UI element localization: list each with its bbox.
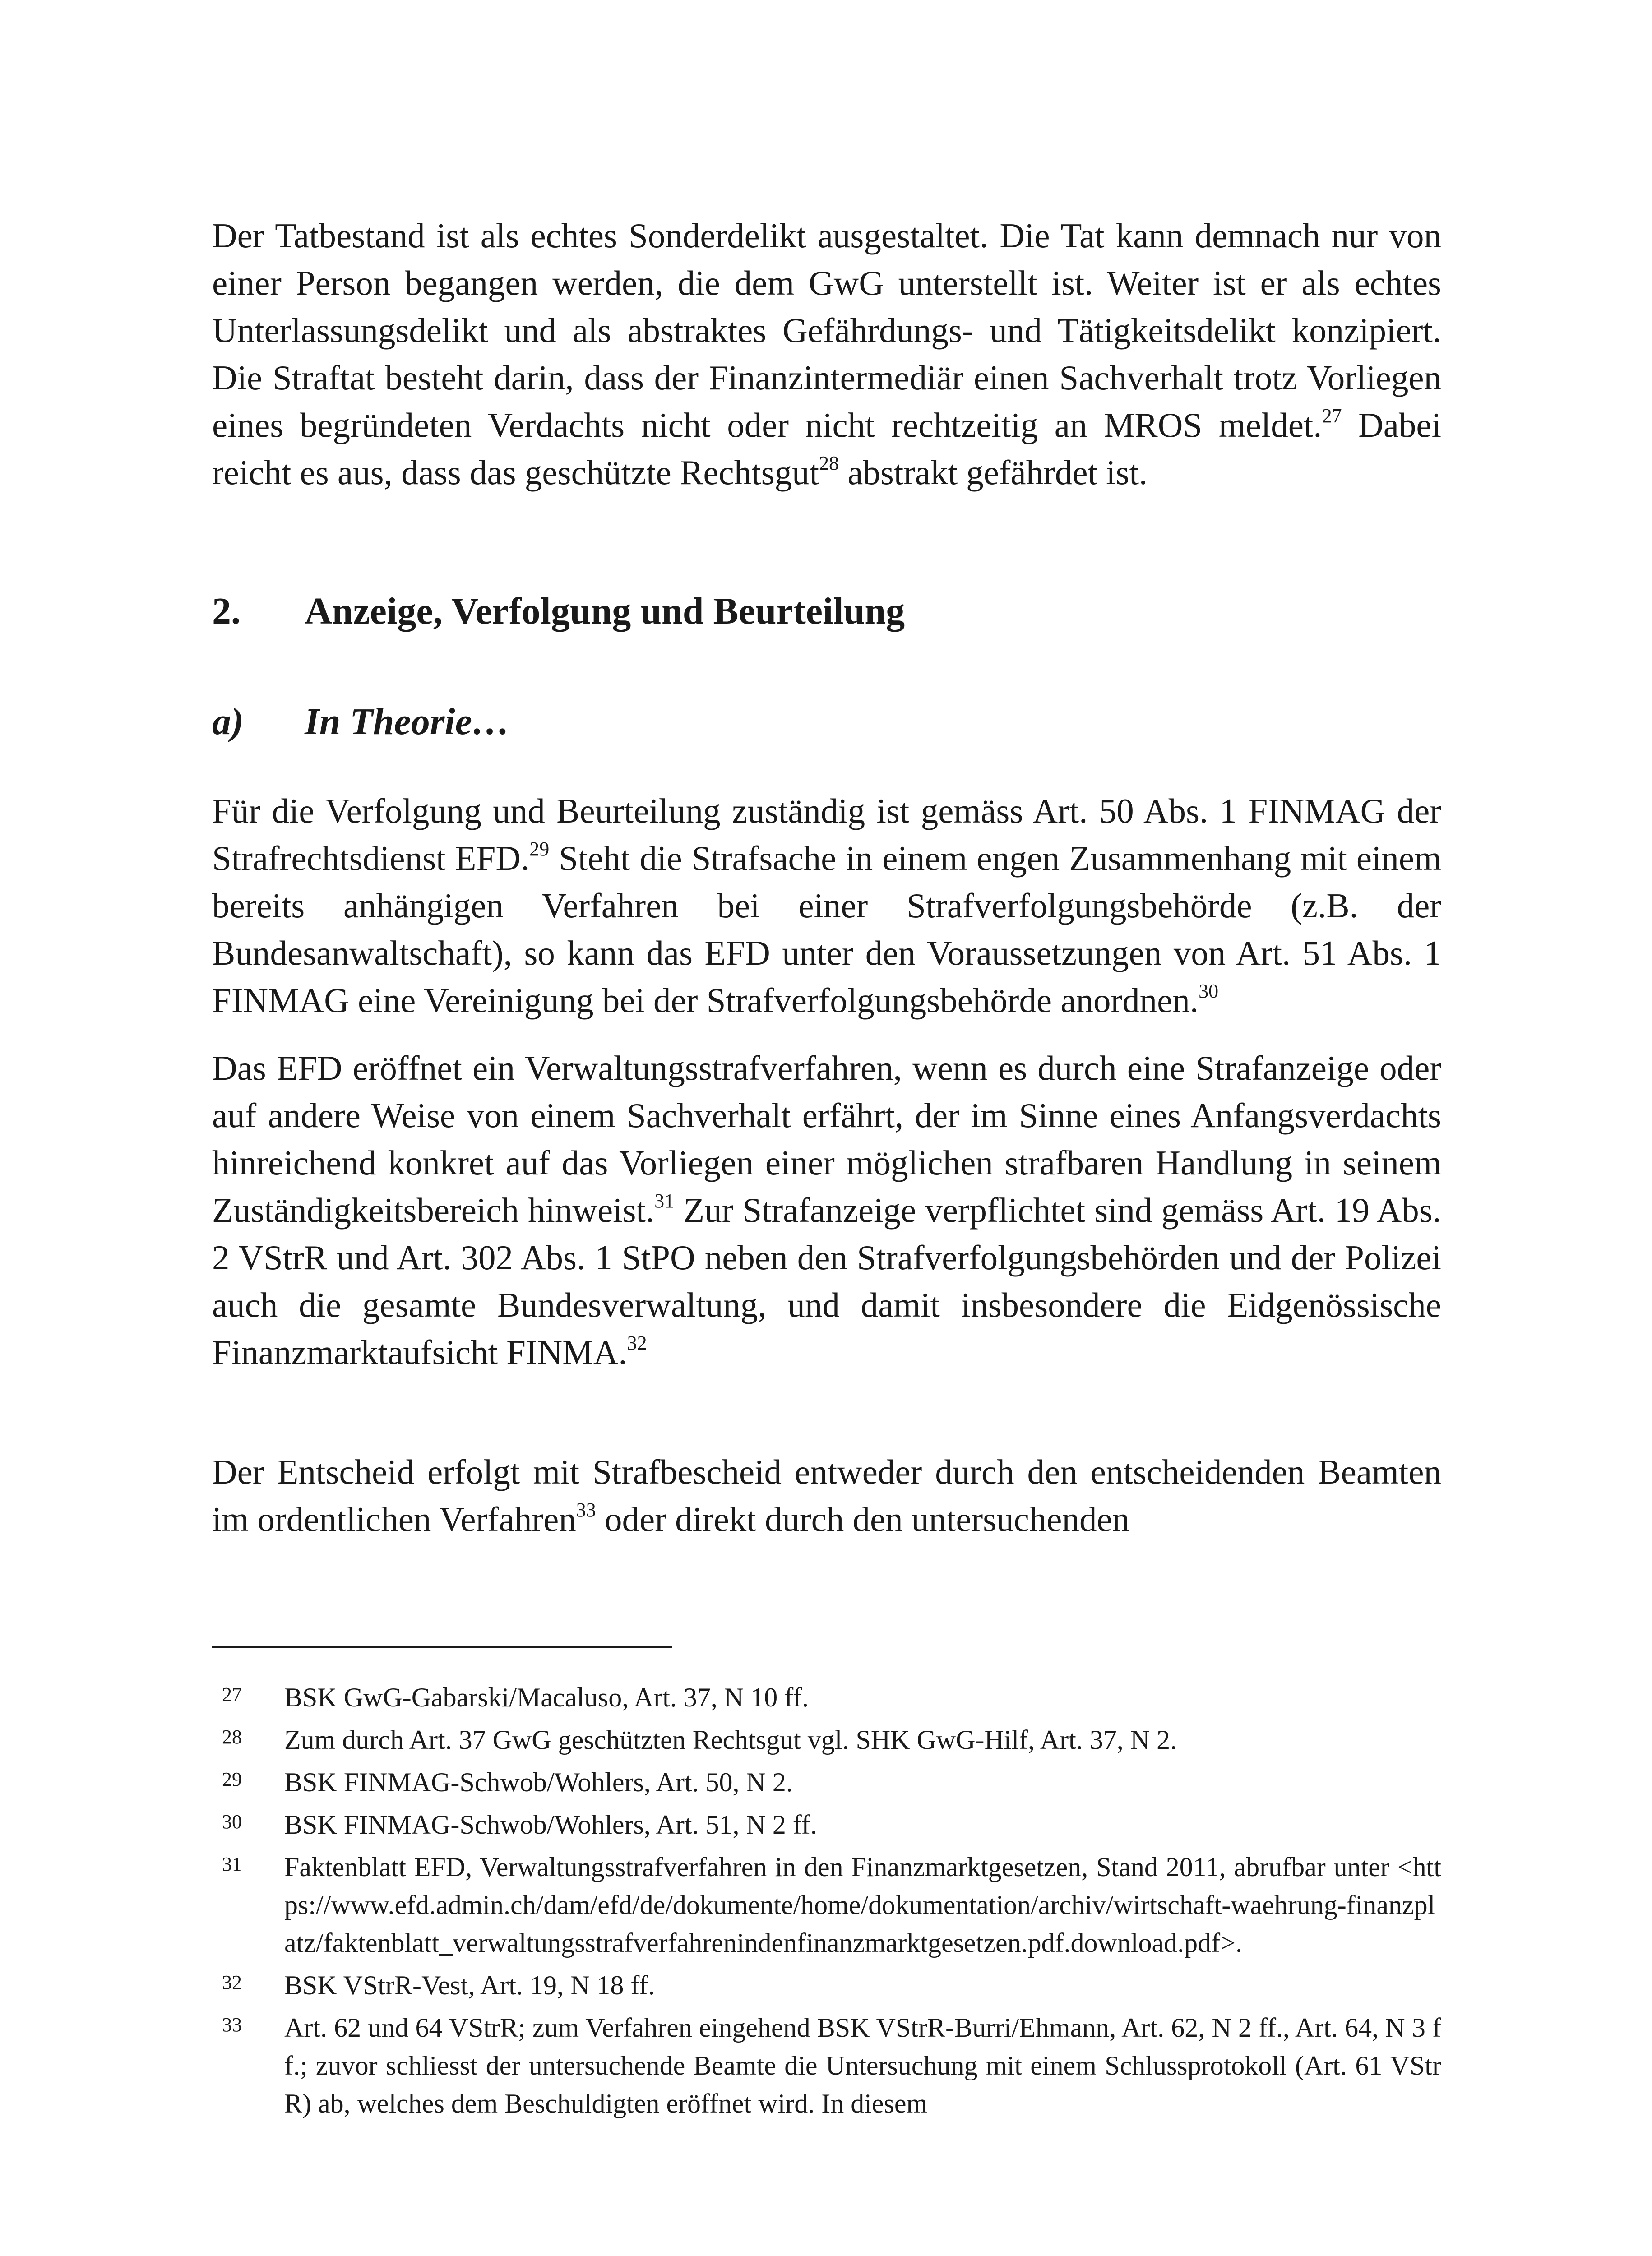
- paragraph-zustaendigkeit: [212, 787, 1441, 1024]
- footnote-list: [212, 1678, 1441, 2127]
- footnote-item: [212, 1848, 1441, 1962]
- footnote-ref[interactable]: 29: [529, 838, 550, 860]
- subsection-number: a): [212, 701, 244, 743]
- footnote-ref[interactable]: 32: [627, 1332, 647, 1354]
- footnote-text: Art. 62 und 64 VStrR; zum Verfahren eingehend BSK VStrR-Burri/Ehmann, Art. 62, N 2 ff., Art. 64, N 3 ff.; zuvor schliesst der untersuchende Beamte die Untersuchung mit einem Schlussprotokoll (Art. 61 VStrR) ab, welches dem Beschuldigten eröffnet wird. In diesem: [284, 2013, 1441, 2118]
- footnote-text: BSK FINMAG-Schwob/Wohlers, Art. 51, N 2 ff.: [284, 1810, 817, 1840]
- footnote-item: [212, 1966, 1441, 2004]
- footnote-item: [212, 2009, 1441, 2122]
- footnote-number: 33: [222, 2014, 242, 2036]
- paragraph-entscheid: [212, 1448, 1441, 1543]
- footnote-number: 28: [222, 1726, 242, 1748]
- footnote-text: BSK VStrR-Vest, Art. 19, N 18 ff.: [284, 1970, 655, 2000]
- paragraph-text: Für die Verfolgung und Beurteilung zuständig ist gemäss Art. 50 Abs. 1 FINMAG der Strafrechtsdienst EFD.: [212, 791, 1441, 878]
- footnote-item: [212, 1678, 1441, 1716]
- paragraph-tatbestand: [212, 212, 1441, 496]
- subsection-heading: [212, 697, 510, 747]
- paragraph-text: Steht die Strafsache in einem engen Zusammenhang mit einem bereits anhängigen Verfahren bei einer Strafverfolgungsbehörde (z.B. der Bundesanwaltschaft), so kann das EFD unter den Voraussetzungen von Art. 51 Abs. 1 FINMAG eine Vereinigung bei der Strafverfolgungsbehörde anordnen.: [212, 839, 1441, 1020]
- subsection-title: In Theorie…: [305, 701, 510, 743]
- footnote-number: 30: [222, 1811, 242, 1833]
- section-number: 2.: [212, 590, 241, 632]
- paragraph-text: Der Entscheid erfolgt mit Strafbescheid entweder durch den entscheidenden Beamten im ordentlichen Verfahren: [212, 1452, 1441, 1539]
- footnote-number: 27: [222, 1683, 242, 1706]
- footnote-ref[interactable]: 30: [1199, 980, 1219, 1002]
- footnote-ref[interactable]: 27: [1322, 405, 1342, 427]
- paragraph-text: Das EFD eröffnet ein Verwaltungsstrafverfahren, wenn es durch eine Strafanzeige oder auf andere Weise von einem Sachverhalt erfährt, der im Sinne eines Anfangsverdachts hinreichend konkret auf das Vorliegen einer möglichen strafbaren Handlung in seinem Zuständigkeitsbereich hinweist.: [212, 1049, 1441, 1230]
- footnote-number: 31: [222, 1853, 242, 1875]
- footnote-text[interactable]: Faktenblatt EFD, Verwaltungsstrafverfahren in den Finanzmarktgesetzen, Stand 2011, abrufbar unter <https://www.efd.admin.ch/dam/efd/de/dokumente/home/dokumentation/archiv/wirtschaft-waehrung-finanzplatz/faktenblatt_verwaltungsstrafverfahrenindenfinanzmarktgesetzen.pdf.download.pdf>.: [284, 1852, 1441, 1958]
- footnote-item: [212, 1721, 1441, 1759]
- footnote-number: 32: [222, 1971, 242, 1993]
- footnote-number: 29: [222, 1768, 242, 1790]
- footnote-text: Zum durch Art. 37 GwG geschützten Rechtsgut vgl. SHK GwG-Hilf, Art. 37, N 2.: [284, 1725, 1177, 1755]
- paragraph-text: Zur Strafanzeige verpflichtet sind gemäss Art. 19 Abs. 2 VStrR und Art. 302 Abs. 1 StPO neben den Strafverfolgungsbehörden und der Polizei auch die gesamte Bundesverwaltung, und damit insbesondere die Eidgenössische Finanzmarktaufsicht FINMA.: [212, 1191, 1441, 1372]
- paragraph-text: Dabei reicht es aus, dass das geschützte Rechtsgut: [212, 406, 1441, 492]
- paragraph-text: oder direkt durch den untersuchenden: [596, 1500, 1130, 1539]
- paragraph-text: abstrakt gefährdet ist.: [838, 453, 1148, 492]
- paragraph-text: Der Tatbestand ist als echtes Sonderdelikt ausgestaltet. Die Tat kann demnach nur von einer Person begangen werden, die dem GwG unterstellt ist. Weiter ist er als echtes Unterlassungsdelikt und als abstraktes Gefährdungs- und Tätigkeitsdelikt konzipiert. Die Straftat besteht darin, dass der Finanzintermediär einen Sachverhalt trotz Vorliegen eines begründeten Verdachts nicht oder nicht rechtzeitig an MROS meldet.: [212, 216, 1441, 444]
- footnote-item: [212, 1763, 1441, 1801]
- section-title: Anzeige, Verfolgung und Beurteilung: [305, 590, 905, 632]
- footnote-ref[interactable]: 33: [576, 1499, 596, 1521]
- footnote-item: [212, 1806, 1441, 1844]
- section-heading: [212, 587, 905, 636]
- footnote-ref[interactable]: 31: [654, 1190, 675, 1212]
- footnote-ref[interactable]: 28: [819, 452, 839, 474]
- footnote-text: BSK GwG-Gabarski/Macaluso, Art. 37, N 10 ff.: [284, 1683, 809, 1712]
- footnote-text: BSK FINMAG-Schwob/Wohlers, Art. 50, N 2.: [284, 1767, 793, 1797]
- paragraph-eroeffnung: [212, 1045, 1441, 1376]
- footnote-separator: [212, 1646, 672, 1648]
